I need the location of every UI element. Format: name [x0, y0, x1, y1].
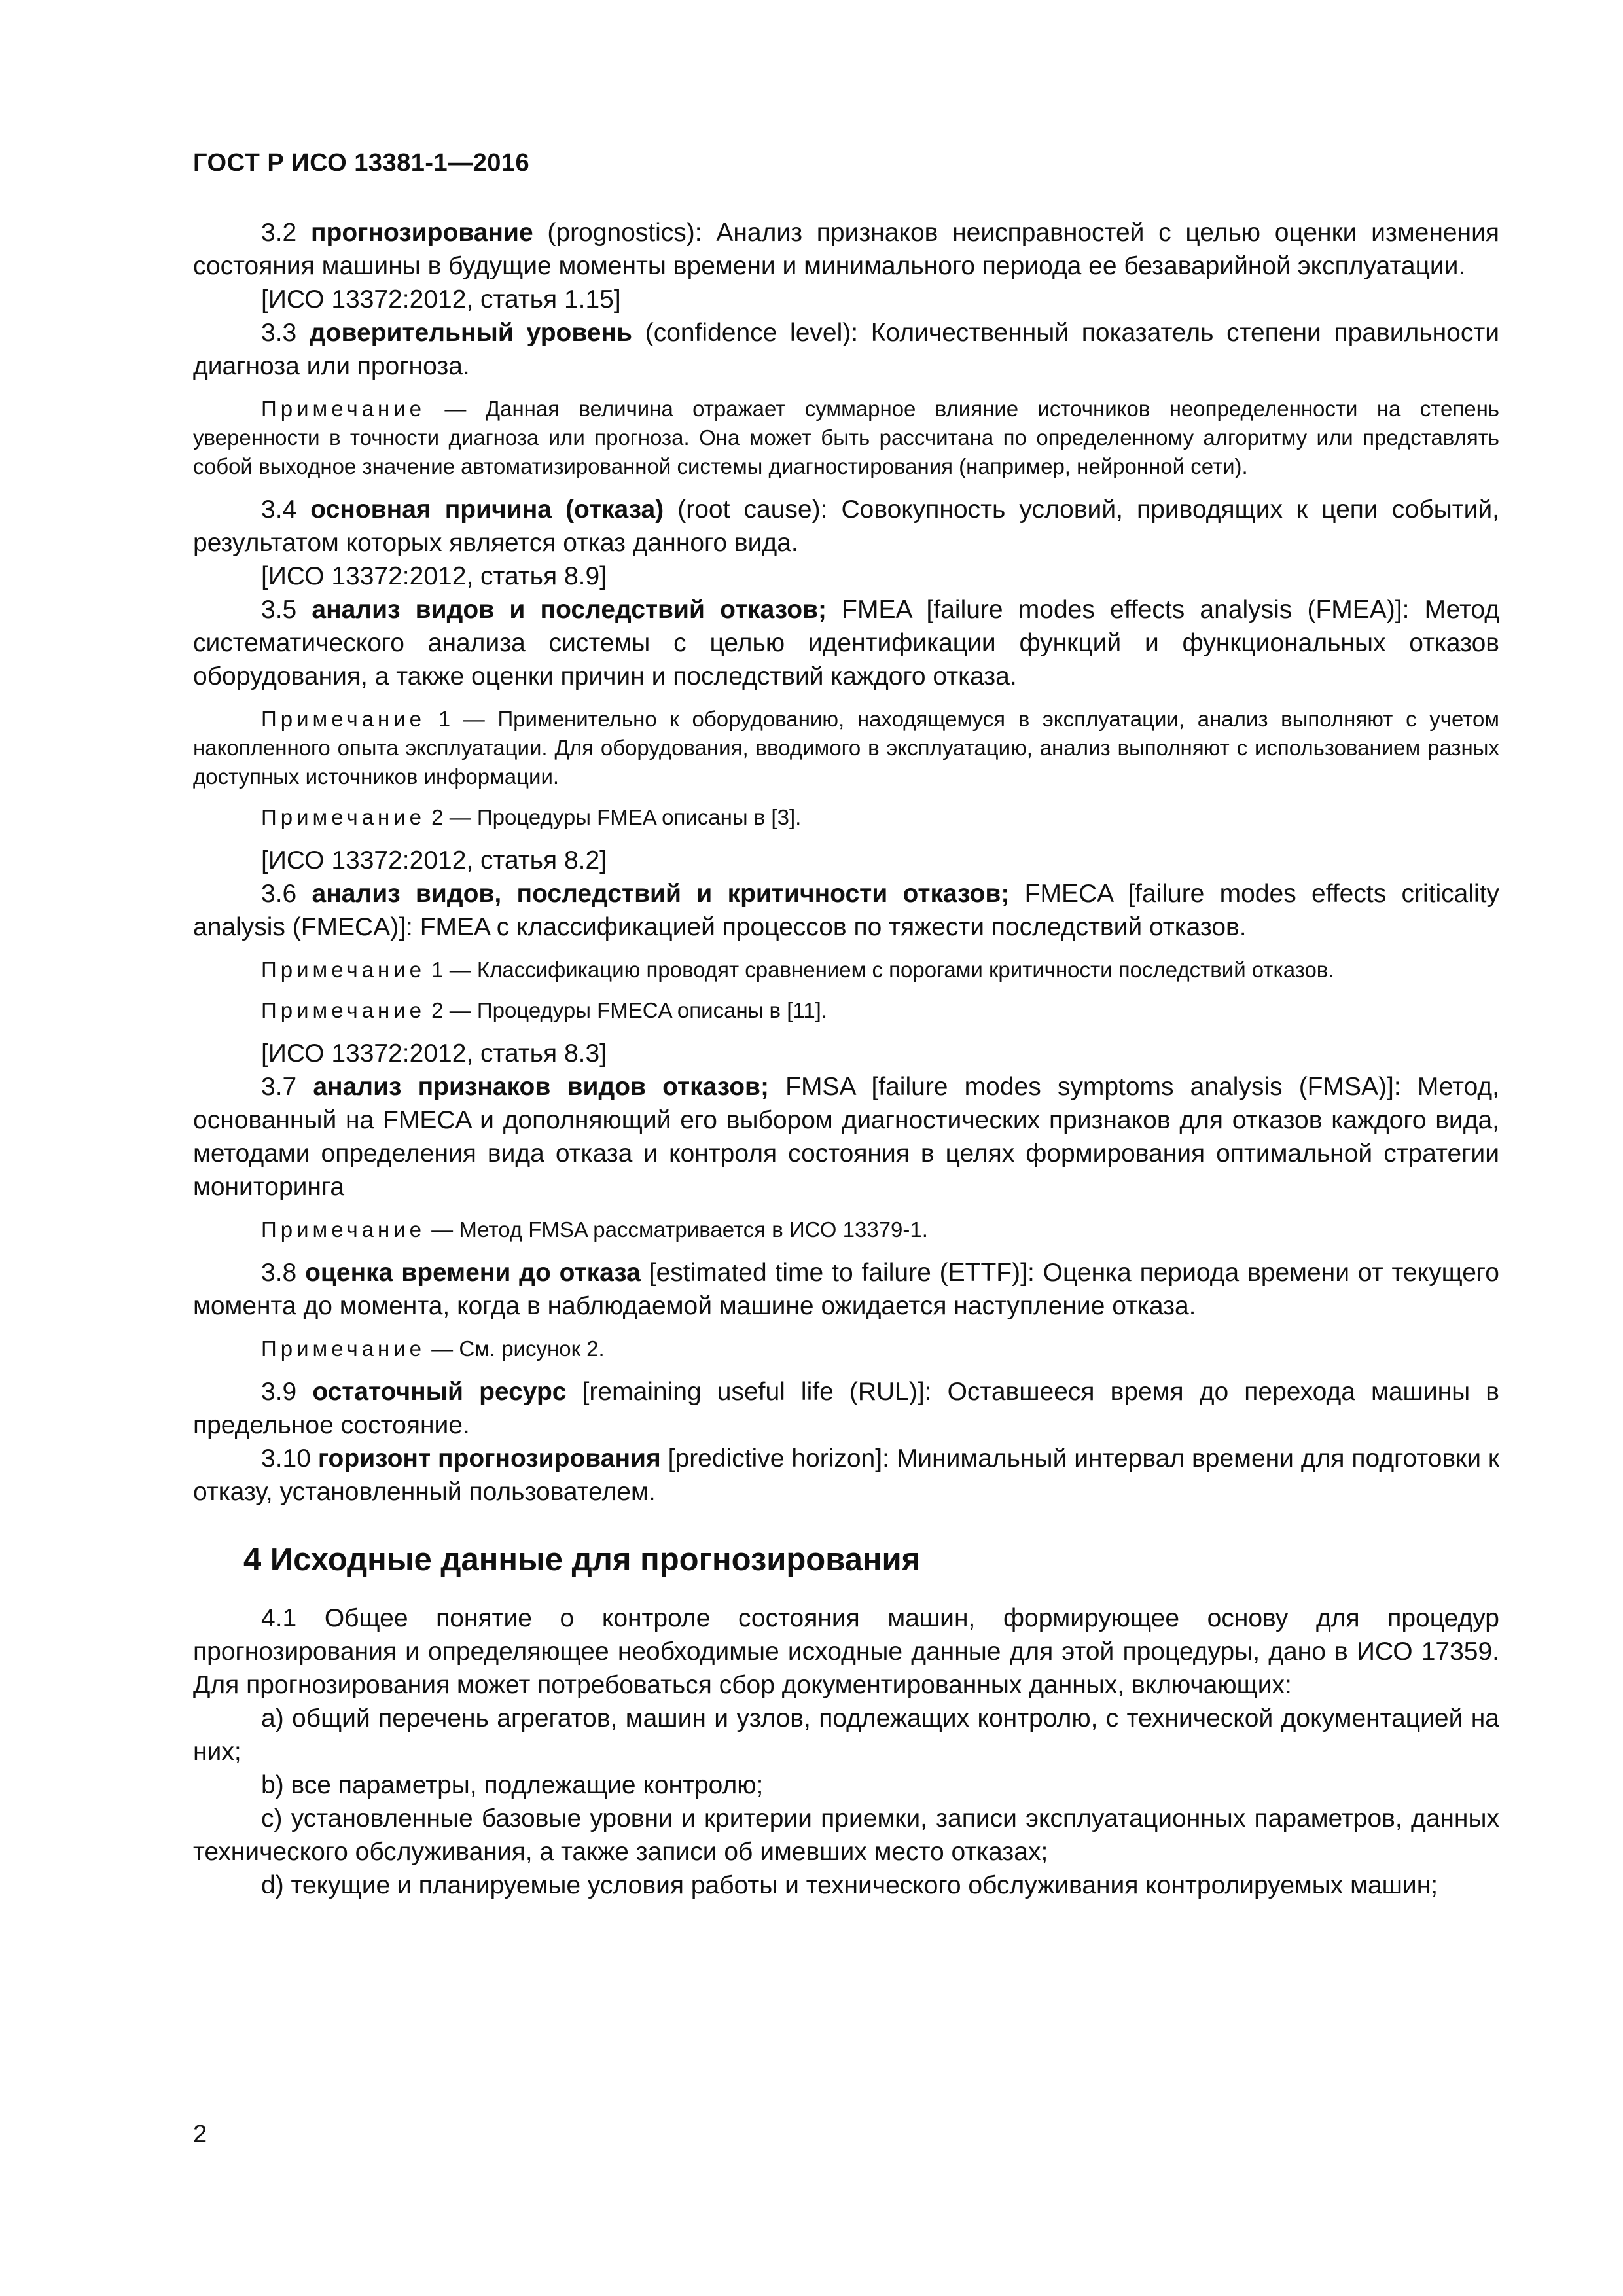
note-text: — См. рисунок 2. — [425, 1336, 605, 1361]
term-name: доверительный уровень — [309, 319, 633, 347]
term-name: основная причина (отказа) — [310, 495, 664, 524]
term-note — [193, 1335, 1499, 1363]
note-text: 1 — Классификацию проводят сравнением с порогами критичности последствий отказов. — [425, 958, 1334, 982]
term-name: прогнозирование — [310, 219, 533, 247]
term-3-2 — [193, 216, 1499, 283]
note-label: Примечание — [261, 1336, 426, 1361]
note-label: Примечание — [261, 958, 426, 982]
list-item: c) установленные базовые уровни и критерии приемки, записи эксплуатационных параметров, данных технического обслуживания, а также записи об имевших место отказах; — [193, 1804, 1499, 1866]
term-3-4 — [193, 493, 1499, 560]
note-text: — Данная величина отражает суммарное влияние источников неопределенности на степень уверенности в точности диагноза или прогноза. Она может быть рассчитана по определенному алгоритму или представлять собой выходное значение автоматизированной системы диагностирования (например, нейронной сети). — [193, 397, 1499, 478]
note-label: Примечание — [261, 998, 426, 1022]
list-item: d) текущие и планируемые условия работы и технического обслуживания контролируемых машин; — [261, 1871, 1438, 1899]
section-heading: 4 Исходные данные для прогнозирования — [243, 1542, 921, 1577]
document-header: ГОСТ Р ИСО 13381-1—2016 — [193, 149, 530, 177]
term-reference: [ИСО 13372:2012, статья 8.2] — [261, 846, 607, 874]
term-note — [193, 996, 1499, 1025]
list-item: b) все параметры, подлежащие контролю; — [261, 1771, 764, 1799]
note-label: Примечание — [261, 805, 426, 829]
term-definition: FMSA [failure modes symptoms analysis (FMSA)]: Метод, основанный на FMECA и дополняющий его выбором диагностических признаков для отказов каждого вида, методами определения вида отказа и контроля состояния в целях формирования оптимальной стратегии мониторинга — [193, 1073, 1499, 1201]
term-note — [193, 705, 1499, 791]
page-number: 2 — [193, 2121, 207, 2148]
term-3-10 — [193, 1442, 1499, 1509]
note-label: Примечание — [261, 707, 426, 731]
term-note — [193, 803, 1499, 832]
term-note — [193, 956, 1499, 984]
note-text: 2 — Процедуры FMECA описаны в [11]. — [425, 998, 828, 1022]
note-label: Примечание — [261, 1217, 426, 1242]
term-name: оценка времени до отказа — [305, 1259, 641, 1287]
term-definition: FMEA [failure modes effects analysis (FMEA)]: Метод систематического анализа системы с целью идентификации функций и функциональных отказов оборудования, а также оценки причин и последствий каждого отказа. — [193, 596, 1499, 691]
term-number: 3.3 — [261, 319, 297, 347]
term-3-8 — [193, 1256, 1499, 1323]
term-definition: (root cause): Совокупность условий, приводящих к цепи событий, результатом которых является отказ данного вида. — [193, 495, 1500, 557]
term-definition: [remaining useful life (RUL)]: Оставшееся время до перехода машины в предельное состояние. — [193, 1378, 1499, 1439]
term-definition: FMECA [failure modes effects criticality analysis (FMECA)]: FMEA с классификацией процессов по тяжести последствий отказов. — [193, 880, 1500, 941]
term-reference: [ИСО 13372:2012, статья 8.3] — [261, 1039, 607, 1067]
term-number: 3.4 — [261, 495, 297, 524]
term-number: 3.7 — [261, 1073, 297, 1101]
term-number: 3.2 — [261, 219, 297, 247]
term-name: анализ видов, последствий и критичности отказов; — [312, 880, 1010, 908]
term-3-6 — [193, 877, 1499, 944]
term-reference: [ИСО 13372:2012, статья 8.9] — [261, 562, 607, 590]
term-3-3 — [193, 316, 1499, 383]
term-name: остаточный ресурс — [312, 1378, 567, 1406]
document-body — [193, 216, 1499, 1902]
term-definition: [estimated time to failure (ETTF)]: Оценка периода времени от текущего момента до момента, когда в наблюдаемой машине ожидается наступление отказа. — [193, 1259, 1499, 1320]
term-reference: [ИСО 13372:2012, статья 1.15] — [261, 285, 621, 314]
list-item: а) общий перечень агрегатов, машин и узлов, подлежащих контролю, с технической документацией на них; — [193, 1704, 1499, 1766]
term-number: 3.8 — [261, 1259, 297, 1287]
term-note — [193, 1215, 1499, 1244]
term-definition: [predictive horizon]: Минимальный интервал времени для подготовки к отказу, установленный пользователем. — [193, 1444, 1499, 1506]
term-definition: (prognostics): Анализ признаков неисправностей с целью оценки изменения состояния машины в будущие моменты времени и минимального периода ее безаварийной эксплуатации. — [193, 219, 1499, 280]
note-text: 1 — Применительно к оборудованию, находящемуся в эксплуатации, анализ выполняют с учетом накопленного опыта эксплуатации. Для оборудования, вводимого в эксплуатацию, анализ выполняют с использованием разных доступных источников информации. — [193, 707, 1499, 789]
term-3-9 — [193, 1375, 1499, 1442]
note-label: Примечание — [261, 397, 426, 421]
term-number: 3.5 — [261, 596, 297, 624]
paragraph-4-1: 4.1 Общее понятие о контроле состояния машин, формирующее основу для процедур прогнозирования и определяющее необходимые исходные данные для этой процедуры, дано в ИСО 17359. Для прогнозирования может потребоваться сбор документированных данных, включающих: — [193, 1604, 1499, 1699]
note-text: 2 — Процедуры FMEA описаны в [3]. — [425, 805, 802, 829]
term-number: 3.6 — [261, 880, 297, 908]
term-definition: (confidence level): Количественный показатель степени правильности диагноза или прогноза. — [193, 319, 1499, 380]
note-text: — Метод FMSA рассматривается в ИСО 13379-1. — [425, 1217, 928, 1242]
term-3-5 — [193, 593, 1499, 693]
term-name: анализ признаков видов отказов; — [313, 1073, 769, 1101]
term-name: анализ видов и последствий отказов; — [312, 596, 827, 624]
term-number: 3.9 — [261, 1378, 297, 1406]
term-3-7 — [193, 1070, 1499, 1204]
term-number: 3.10 — [261, 1444, 311, 1473]
term-note — [193, 395, 1499, 481]
term-name: горизонт прогнозирования — [317, 1444, 661, 1473]
